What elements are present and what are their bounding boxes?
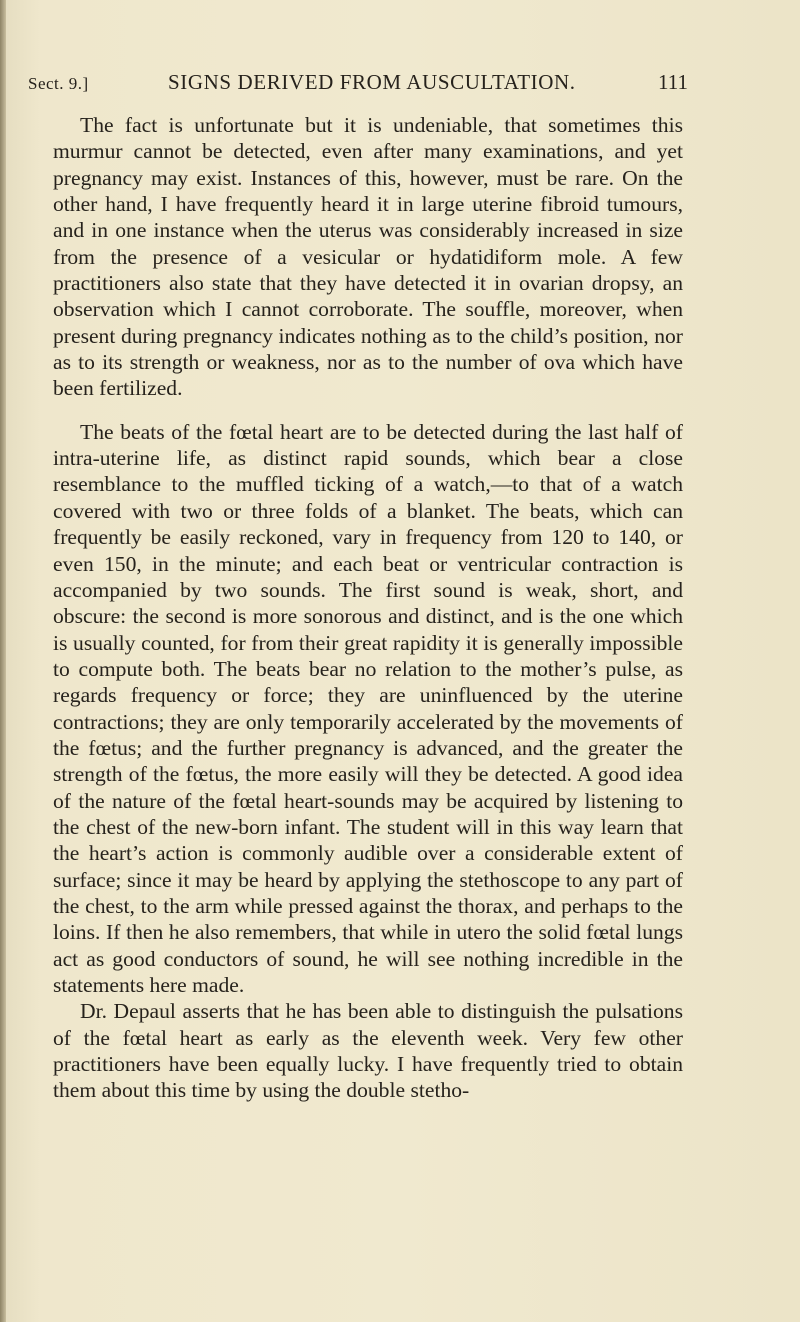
- running-header: [28, 70, 688, 96]
- paragraph-foetal-heart-beats: The beats of the fœtal heart are to be detected during the last half of intra-uterine life, as distinct rapid sounds, which bear a close resemblance to the muffled ticking of a watch,—to that of a watch covered with two or three folds of a blanket. The beats, which can frequently be easily reckoned, vary in frequency from 120 to 140, or even 150, in the minute; and each beat or ventricular contraction is accompanied by two sounds. The first sound is weak, short, and obscure: the second is more sonorous and distinct, and is the one which is usually counted, for from their great rapidity it is generally impossible to compute both. The beats bear no relation to the mother’s pulse, as regards frequency or force; they are uninfluenced by the uterine contractions; they are only temporarily accelerated by the movements of the fœtus; and the further pregnancy is advanced, and the greater the strength of the fœtus, the more easily will they be detected. A good idea of the nature of the fœtal heart-sounds may be acquired by listening to the chest of the new-born infant. The student will in this way learn that the heart’s action is commonly audible over a considerable extent of surface; since it may be heard by applying the stethoscope to any part of the chest, to the arm while pressed against the thorax, and perhaps to the loins. If then he also remembers, that while in utero the solid fœtal lungs act as good conductors of sound, he will see nothing incredible in the statements here made.: [53, 419, 683, 997]
- paragraph-souffle: The fact is unfortunate but it is undeniable, that sometimes this murmur cannot be detected, even after many examinations, and yet pregnancy may exist. Instances of this, however, must be rare. On the other hand, I have frequently heard it in large uterine fibroid tumours, and in one instance when the uterus was considerably increased in size from the presence of a vesicular or hydatidiform mole. A few practitioners also state that they have detected it in ovarian dropsy, an observation which I cannot corroborate. The souffle, moreover, when present during pregnancy indicates nothing as to the child’s position, nor as to its strength or weakness, nor as to the number of ova which have been fertilized.: [53, 113, 683, 401]
- paragraph-depaul: Dr. Depaul asserts that he has been able to distinguish the pulsations of the fœtal heart as early as the eleventh week. Very few other practitioners have been equally lucky. I have frequently tried to obtain them about this time by using the double stetho-: [53, 999, 683, 1103]
- section-reference: Sect. 9.]: [28, 74, 89, 93]
- page-binding-edge: [0, 0, 6, 1322]
- running-title: SIGNS DERIVED FROM AUSCULTATION.: [168, 70, 576, 94]
- page-number: 111: [658, 70, 688, 94]
- body-text: [53, 112, 683, 1104]
